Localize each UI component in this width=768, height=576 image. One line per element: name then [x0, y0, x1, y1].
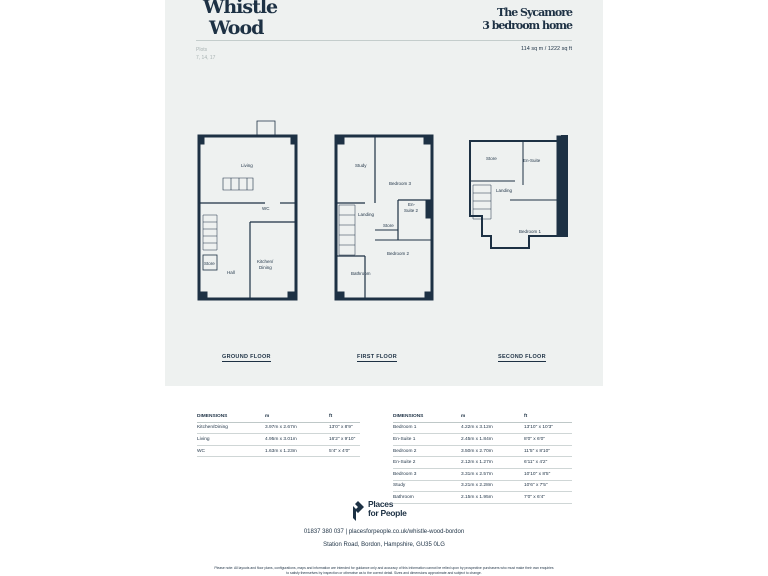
first-floor-label: FIRST FLOOR: [357, 354, 397, 360]
room-label: Kitchen/: [257, 259, 274, 264]
table-row: Kitchen/Dining 3.97m x 2.67m 13'0" x 8'9": [197, 422, 360, 434]
floor-plans: [165, 0, 603, 386]
table-row: Study 3.21m x 2.28m 10'6" x 7'5": [393, 480, 572, 492]
plots-label: Plots: [196, 47, 208, 53]
room-label: Store: [486, 156, 497, 161]
ground-floor-label: GROUND FLOOR: [222, 354, 271, 360]
room-label: Bathroom: [351, 271, 371, 276]
house-type: 3 bedroom home: [482, 19, 572, 32]
table-row: Bedroom 3 3.31m x 2.57m 10'10" x 8'5": [393, 468, 572, 480]
header-cell: m: [461, 411, 524, 422]
room-label: WC: [262, 206, 270, 211]
room-label: Suite 2: [404, 208, 419, 213]
room-label: Bedroom 2: [387, 251, 410, 256]
house-name: The Sycamore: [497, 6, 572, 19]
development-name-line2: Wood: [209, 17, 264, 39]
room-label: Dining: [259, 265, 272, 270]
table-row: Bedroom 1 4.22m x 3.12m 13'10" x 10'3": [393, 422, 572, 434]
plots-values: 7, 14, 17: [196, 55, 216, 61]
dimensions-table-upper: [393, 411, 572, 504]
table-row: WC 1.63m x 1.23m 5'4" x 4'0": [197, 445, 360, 457]
room-label: Store: [383, 223, 394, 228]
header-cell: ft: [524, 411, 572, 422]
table-row: En-Suite 2 2.12m x 1.27m 6'11" x 4'2": [393, 457, 572, 469]
floor-area: 114 sq m / 1222 sq ft: [521, 46, 572, 52]
header-cell: DIMENSIONS: [393, 411, 461, 422]
room-label: Landing: [358, 212, 375, 217]
website-link[interactable]: placesforpeople.co.uk/whistle-wood-bordon: [348, 529, 465, 535]
header-cell: ft: [329, 411, 360, 422]
table-row: Bathroom 2.15m x 1.95m 7'0" x 6'4": [393, 492, 572, 504]
phone-number[interactable]: 01837 380 037: [303, 529, 344, 535]
room-label: Study: [355, 163, 367, 168]
contact-line: [0, 529, 768, 535]
header-cell: DIMENSIONS: [197, 411, 265, 422]
address: Station Road, Bordon, Hampshire, GU35 0LG: [323, 542, 445, 548]
second-floor-label: SECOND FLOOR: [498, 354, 546, 360]
room-label: Landing: [496, 188, 513, 193]
dimensions-table-ground: [197, 411, 360, 457]
room-label: Living: [241, 163, 253, 168]
room-label: En-Suite: [523, 158, 541, 163]
room-label: Bedroom 1: [519, 229, 542, 234]
table-row: Bedroom 2 3.50m x 2.70m 11'5" x 8'10": [393, 445, 572, 457]
room-label: Store: [204, 261, 215, 266]
places-for-people-logo-icon: [351, 500, 366, 522]
separator: |: [345, 529, 348, 535]
table-row: Living 4.95m x 3.01m 16'2" x 9'10": [197, 434, 360, 446]
brand-name: Places for People: [368, 499, 407, 518]
room-label: En-: [408, 202, 416, 207]
header-cell: m: [265, 411, 329, 422]
table-row: En-Suite 1 2.45m x 1.84m 8'0" x 6'0": [393, 434, 572, 446]
room-label: Bedroom 3: [389, 181, 412, 186]
ground-floor-plan: [199, 121, 296, 299]
room-label: Hall: [227, 270, 235, 275]
development-name-line1: Whistle: [203, 0, 278, 18]
disclaimer: Please note: All layouts and floor plans, configurations, maps and information are intended for guidance only and accuracy of this information cannot be relied upon by prospective purchasers who must make their own enquiries to satisfy themselves by inspection or otherwise as to the correct detail. Sizes and dimensions approximate and subject to change.: [214, 566, 554, 575]
